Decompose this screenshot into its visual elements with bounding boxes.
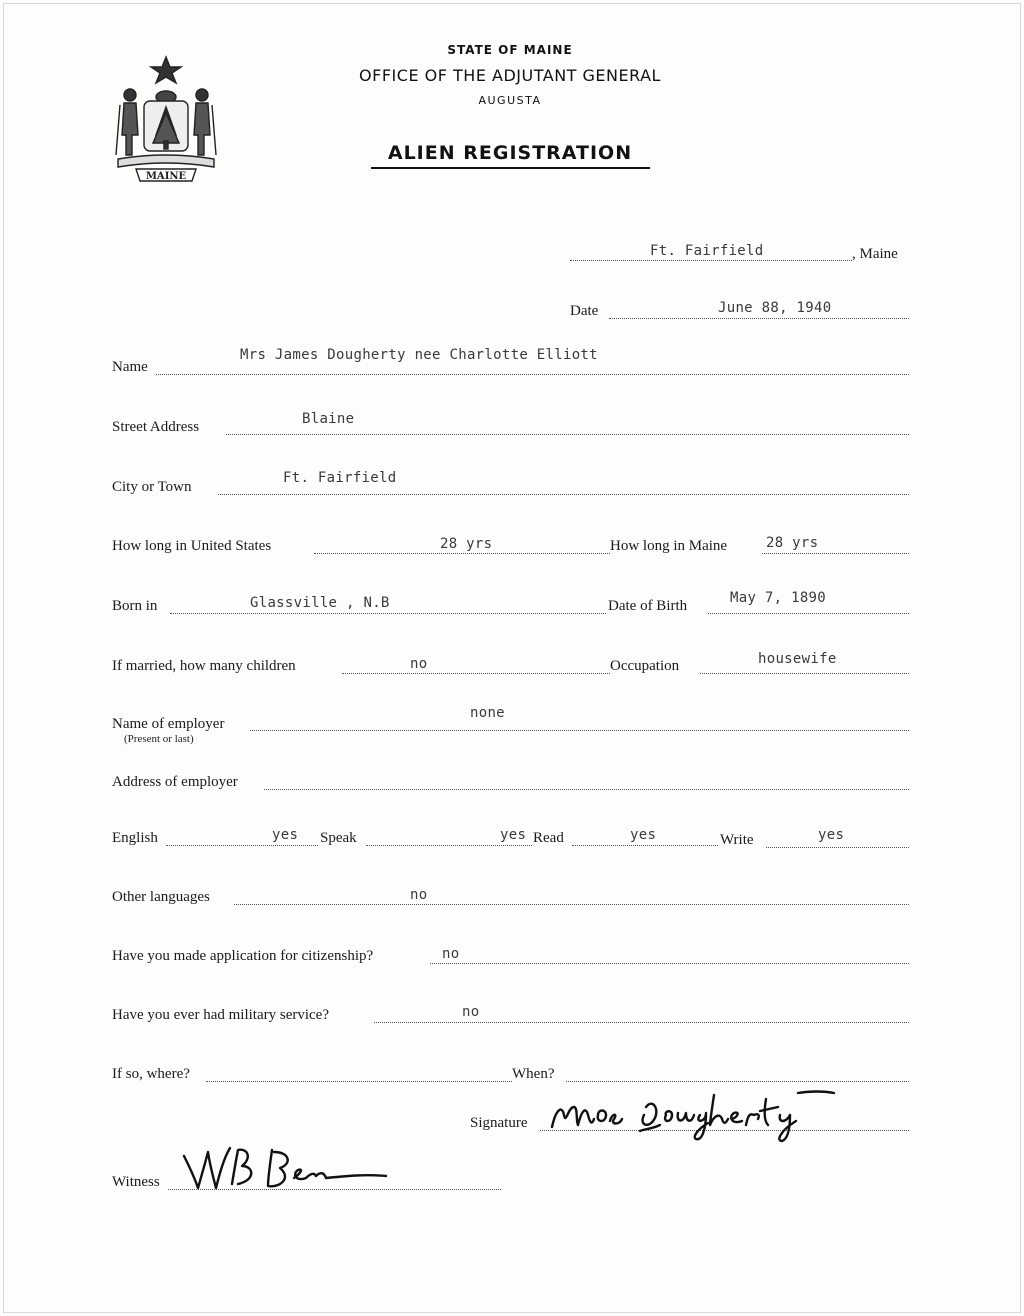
date-of-birth-label: Date of Birth (608, 598, 688, 614)
other-languages-label: Other languages (112, 889, 210, 905)
children-value[interactable]: no (410, 656, 428, 672)
maine-state-seal-icon (110, 55, 222, 183)
date-label: Date (570, 303, 599, 319)
born-in-value[interactable]: Glassville , N.B (250, 595, 390, 611)
seal-motto: MAINE (145, 171, 187, 182)
citizenship-label: Have you made application for citizenship? (112, 948, 374, 964)
street-address-label: Street Address (112, 419, 200, 435)
title-underline (371, 167, 650, 169)
name-label: Name (112, 359, 148, 375)
employer-name-value[interactable]: none (470, 705, 505, 721)
speak-value[interactable]: yes (500, 827, 527, 843)
city-or-town-dotted-line (218, 494, 909, 495)
place-suffix: , Maine (852, 246, 898, 262)
how-long-maine-dotted-line (762, 553, 909, 554)
header-office: OFFICE OF THE ADJUTANT GENERAL (359, 66, 661, 85)
english-value[interactable]: yes (272, 827, 299, 843)
when-dotted-line (566, 1081, 909, 1082)
if-so-where-dotted-line (206, 1081, 512, 1082)
english-label: English (112, 830, 158, 846)
other-languages-dotted-line (234, 904, 909, 905)
how-long-maine-label: How long in Maine (610, 538, 728, 554)
speak-label: Speak (320, 830, 357, 846)
employer-address-label: Address of employer (112, 774, 238, 790)
occupation-dotted-line (700, 673, 909, 674)
citizenship-dotted-line (430, 963, 909, 964)
date-value[interactable]: June 88, 1940 (718, 300, 832, 316)
employer-name-label: Name of employer (112, 716, 225, 732)
name-dotted-line (156, 374, 909, 375)
applicant-signature (548, 1085, 848, 1145)
read-label: Read (533, 830, 564, 846)
children-label: If married, how many children (112, 658, 296, 674)
speak-dotted-line (366, 845, 532, 846)
date-dotted-line (609, 318, 909, 319)
place-value[interactable]: Ft. Fairfield (650, 243, 764, 259)
occupation-label: Occupation (610, 658, 680, 674)
children-dotted-line (342, 673, 610, 674)
occupation-value[interactable]: housewife (758, 651, 837, 667)
name-value[interactable]: Mrs James Dougherty nee Charlotte Elliott (240, 347, 598, 363)
how-long-us-dotted-line (314, 553, 610, 554)
english-dotted-line (166, 845, 318, 846)
military-service-value[interactable]: no (462, 1004, 480, 1020)
how-long-us-value[interactable]: 28 yrs (440, 536, 493, 552)
street-address-value[interactable]: Blaine (302, 411, 355, 427)
header-city: AUGUSTA (478, 94, 542, 107)
how-long-us-label: How long in United States (112, 538, 272, 554)
born-in-label: Born in (112, 598, 158, 614)
employer-name-dotted-line (250, 730, 909, 731)
signature-label: Signature (470, 1115, 528, 1131)
write-dotted-line (766, 847, 909, 848)
military-service-dotted-line (374, 1022, 909, 1023)
place-dotted-line (570, 260, 852, 261)
when-label: When? (512, 1066, 555, 1082)
street-address-dotted-line (226, 434, 909, 435)
form-title: ALIEN REGISTRATION (387, 142, 633, 164)
write-label: Write (720, 832, 754, 848)
if-so-where-label: If so, where? (112, 1066, 190, 1082)
how-long-maine-value[interactable]: 28 yrs (766, 535, 819, 551)
date-of-birth-dotted-line (708, 613, 909, 614)
city-or-town-label: City or Town (112, 479, 192, 495)
other-languages-value[interactable]: no (410, 887, 428, 903)
read-value[interactable]: yes (630, 827, 657, 843)
witness-label: Witness (112, 1174, 160, 1190)
city-or-town-value[interactable]: Ft. Fairfield (283, 470, 397, 486)
header-state: STATE OF MAINE (447, 43, 573, 57)
military-service-label: Have you ever had military service? (112, 1007, 329, 1023)
read-dotted-line (572, 845, 718, 846)
employer-name-sublabel: (Present or last) (124, 733, 194, 745)
write-value[interactable]: yes (818, 827, 845, 843)
witness-signature (176, 1138, 396, 1198)
employer-address-dotted-line (264, 789, 909, 790)
citizenship-value[interactable]: no (442, 946, 460, 962)
date-of-birth-value[interactable]: May 7, 1890 (730, 590, 827, 606)
born-in-dotted-line (170, 613, 606, 614)
